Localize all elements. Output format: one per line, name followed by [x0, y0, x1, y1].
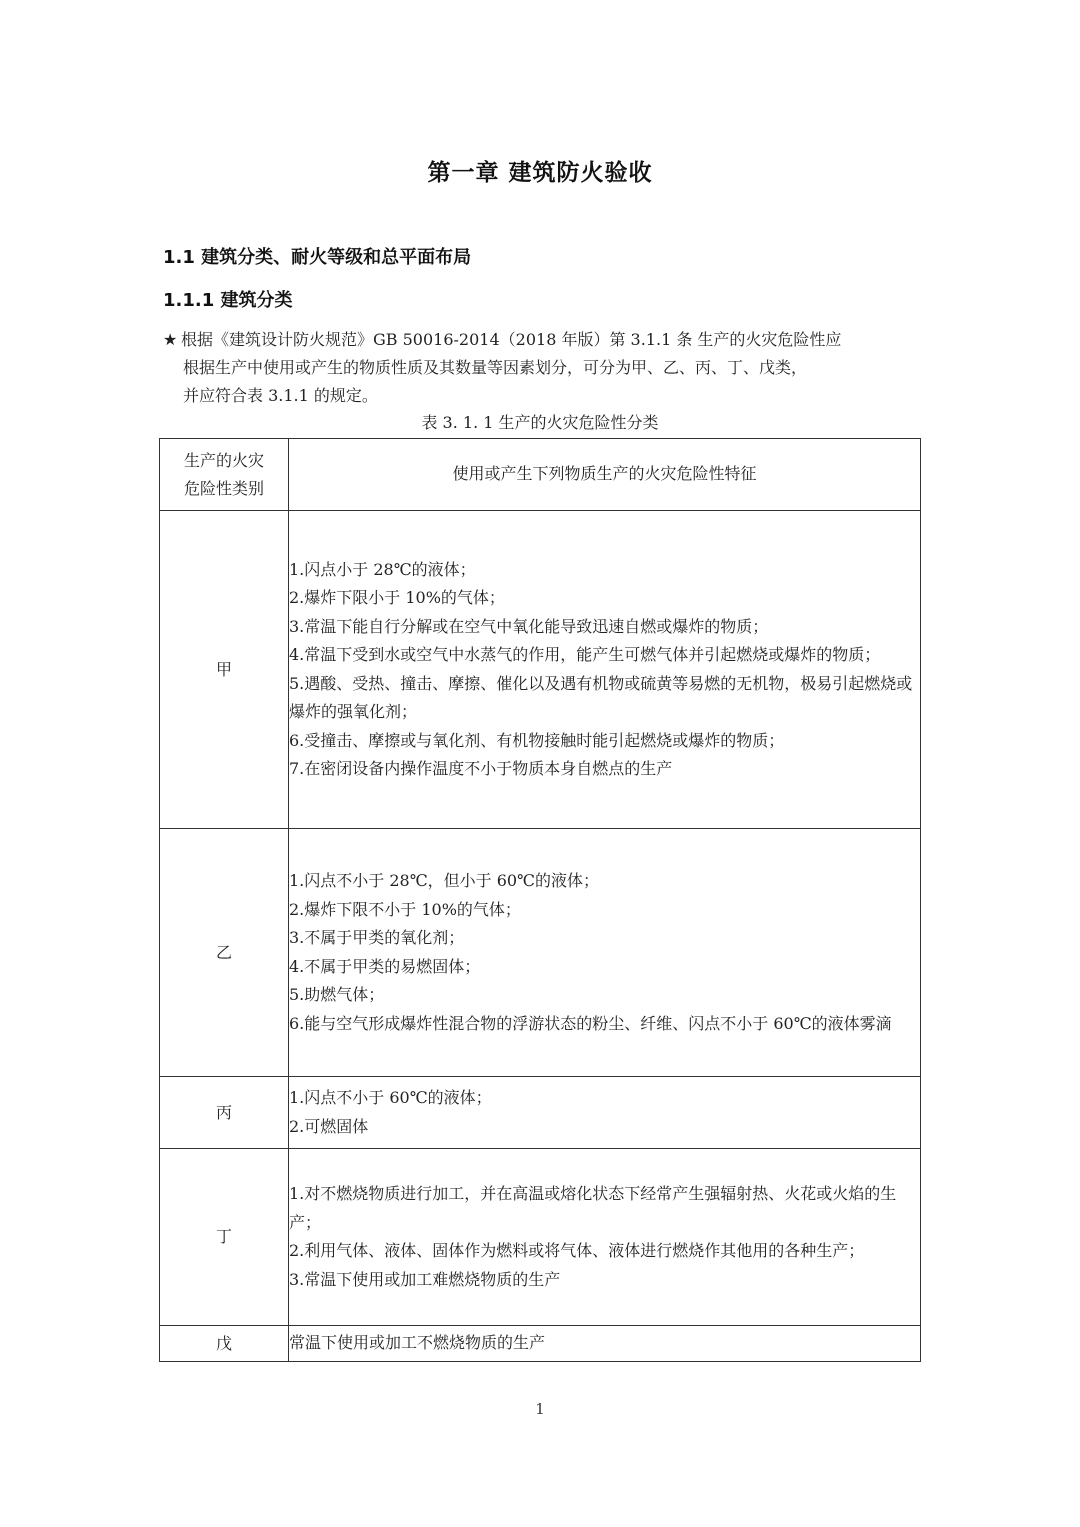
jia-item-1: 1.闪点小于 28℃的液体；	[289, 559, 476, 579]
jia-item-5: 5.遇酸、受热、撞击、摩擦、催化以及遇有机物或硫黄等易燃的无机物，极易引起燃烧或爆炸的强氧化剂；	[289, 673, 913, 721]
table-row-ding	[160, 1149, 921, 1326]
category-yi: 乙	[160, 829, 289, 1077]
table-row-yi	[160, 829, 921, 1077]
description-ding	[289, 1149, 921, 1326]
header-category	[160, 439, 289, 511]
wu-item-1: 常温下使用或加工不燃烧物质的生产	[289, 1333, 546, 1353]
yi-item-4: 4.不属于甲类的易燃固体；	[289, 956, 481, 976]
bing-item-1: 1.闪点不小于 60℃的液体；	[289, 1088, 492, 1107]
chapter-title: 第一章 建筑防火验收	[427, 160, 653, 186]
jia-item-7: 7.在密闭设备内操作温度不小于物质本身自燃点的生产	[289, 759, 673, 778]
ding-item-1: 1.对不燃烧物质进行加工，并在高温或熔化状态下经常产生强辐射热、火花或火焰的生产；	[289, 1184, 897, 1232]
jia-item-2: 2.爆炸下限小于 10%的气体；	[289, 588, 505, 607]
category-ding: 丁	[160, 1149, 289, 1326]
jia-item-4: 4.常温下受到水或空气中水蒸气的作用，能产生可燃气体并引起燃烧或爆炸的物质；	[289, 645, 881, 664]
yi-item-5: 5.助燃气体；	[289, 985, 385, 1004]
description-yi	[289, 829, 921, 1077]
bing-item-2: 2.可燃固体	[289, 1116, 369, 1136]
category-bing: 丙	[160, 1077, 289, 1149]
yi-item-6: 6.能与空气形成爆炸性混合物的浮游状态的粉尘、纤维、闪点不小于 60℃的液体雾滴	[289, 1013, 892, 1033]
intro-line-2: 根据生产中使用或产生的物质性质及其数量等因素划分，可分为甲、乙、丙、丁、戊类，	[183, 358, 808, 377]
table-caption: 表 3. 1. 1 生产的火灾危险性分类	[421, 413, 659, 432]
table-header-row	[160, 439, 921, 511]
jia-item-3: 3.常温下能自行分解或在空气中氧化能导致迅速自燃或爆炸的物质；	[289, 616, 769, 636]
yi-item-1: 1.闪点不小于 28℃，但小于 60℃的液体；	[289, 871, 599, 890]
yi-item-2: 2.爆炸下限不小于 10%的气体；	[289, 899, 521, 919]
description-bing	[289, 1077, 921, 1149]
description-wu	[289, 1326, 921, 1362]
section-heading-1-1: 1.1 建筑分类、耐火等级和总平面布局	[163, 247, 472, 268]
header-category-line-1: 生产的火灾	[183, 450, 264, 470]
intro-line-3: 并应符合表 3.1.1 的规定。	[183, 386, 378, 405]
category-wu: 戊	[160, 1326, 289, 1362]
jia-item-6: 6.受撞击、摩擦或与氧化剂、有机物接触时能引起燃烧或爆炸的物质；	[289, 730, 785, 750]
ding-item-2: 2.利用气体、液体、固体作为燃料或将气体、液体进行燃烧作其他用的各种生产；	[289, 1241, 865, 1260]
page-number: 1	[535, 1400, 545, 1418]
header-category-line-2: 危险性类别	[183, 478, 264, 498]
yi-item-3: 3.不属于甲类的氧化剂；	[289, 928, 465, 947]
header-description: 使用或产生下列物质生产的火灾危险性特征	[289, 439, 921, 511]
section-heading-1-1-1: 1.1.1 建筑分类	[163, 290, 293, 311]
table-row-bing	[160, 1077, 921, 1149]
table-row-wu	[160, 1326, 921, 1362]
table-row-jia	[160, 511, 921, 829]
category-jia: 甲	[160, 511, 289, 829]
description-jia	[289, 511, 921, 829]
intro-paragraph	[163, 326, 918, 410]
star-icon: ★	[163, 330, 178, 349]
ding-item-3: 3.常温下使用或加工难燃烧物质的生产	[289, 1269, 561, 1289]
intro-text-1: 根据《建筑设计防火规范》GB 50016-2014（2018 年版）第 3.1.1 条 生产的火灾危险性应	[181, 330, 842, 349]
intro-line-1	[163, 326, 918, 354]
fire-hazard-table	[159, 438, 921, 1362]
